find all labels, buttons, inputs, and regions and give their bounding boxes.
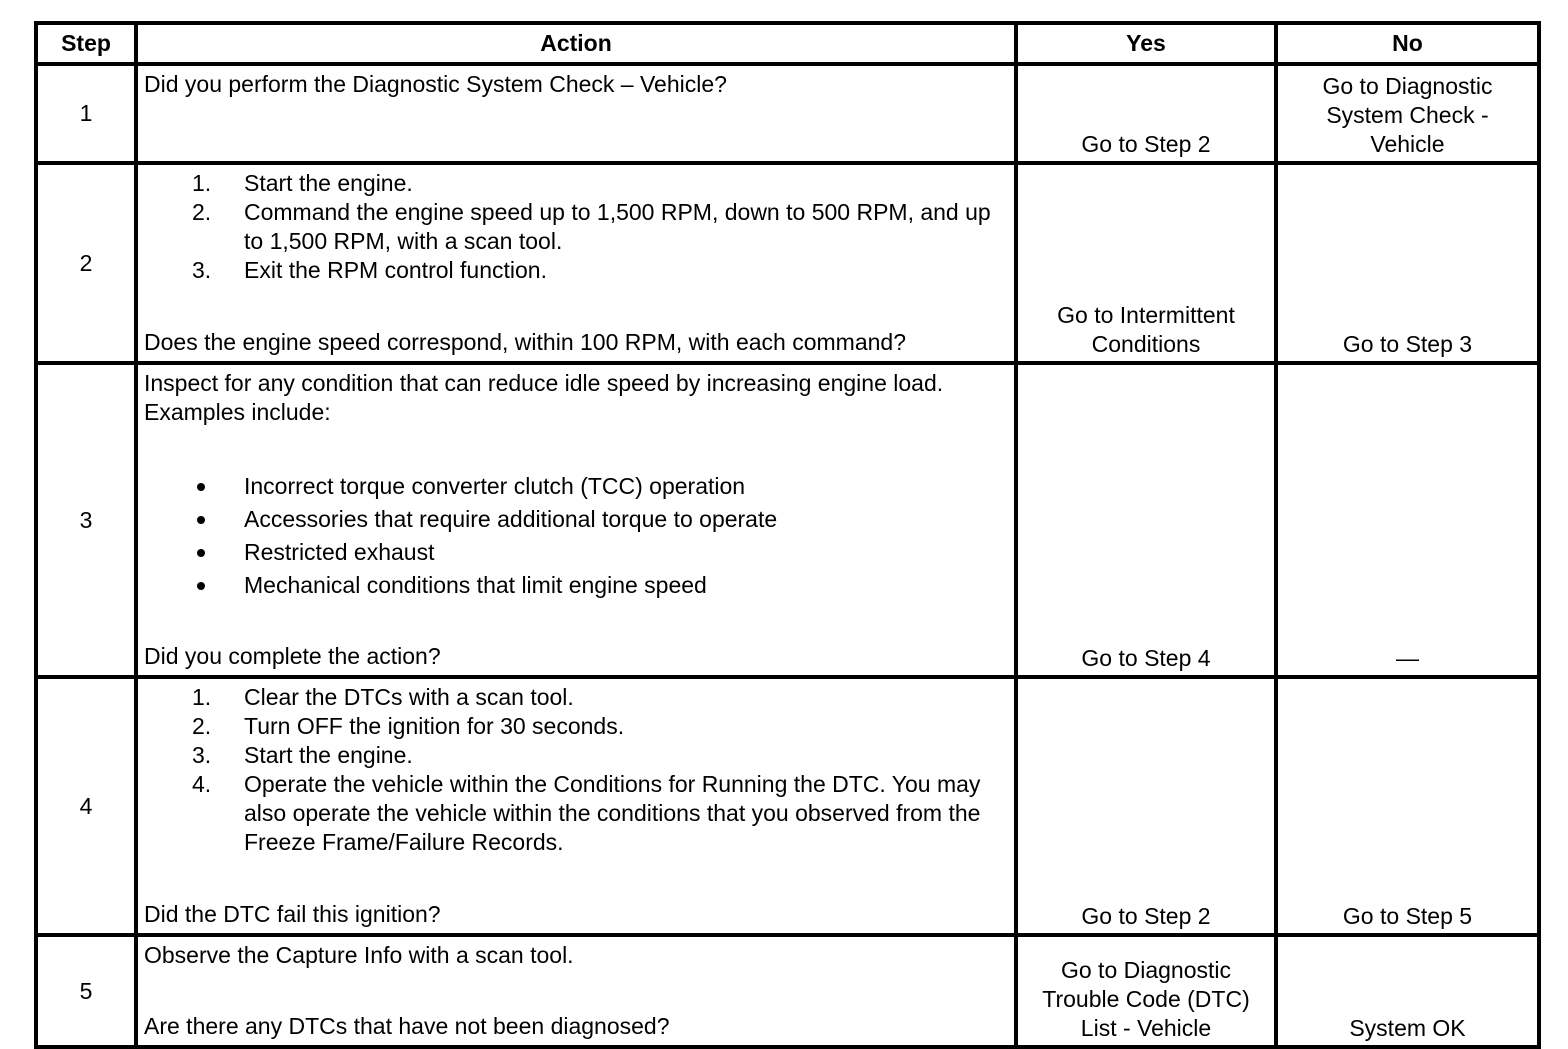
step-number: 4 [36, 677, 136, 935]
header-action: Action [136, 23, 1016, 64]
yes-cell: Go to Step 4 [1016, 363, 1276, 677]
action-question: Does the engine speed correspond, within 100 RPM, with each command? [144, 329, 906, 355]
list-item: 3. Start the engine. [192, 742, 413, 768]
table-row-step-3 [36, 363, 1539, 677]
list-item: Accessories that require additional torque to operate [244, 506, 778, 532]
substep-list [144, 683, 1008, 857]
substep-list [144, 169, 1008, 285]
list-item: 1. Start the engine. [192, 170, 413, 196]
list-item: 2. Turn OFF the ignition for 30 seconds. [192, 713, 625, 739]
action-intro: Observe the Capture Info with a scan tool. [144, 942, 574, 968]
yes-cell: Go to Step 2 [1016, 677, 1276, 935]
no-cell: Go to Step 3 [1276, 163, 1539, 363]
no-cell: Go to Step 5 [1276, 677, 1539, 935]
action-question: Did you perform the Diagnostic System Check – Vehicle? [144, 71, 727, 97]
yes-cell: Go to Intermittent Conditions [1016, 163, 1276, 363]
header-no: No [1276, 23, 1539, 64]
list-item: Incorrect torque converter clutch (TCC) operation [244, 473, 746, 499]
yes-cell: Go to Diagnostic Trouble Code (DTC) List - Vehicle [1016, 935, 1276, 1047]
header-yes: Yes [1016, 23, 1276, 64]
action-cell [136, 677, 1016, 935]
table-row-step-2 [36, 163, 1539, 363]
diagnostic-table [34, 21, 1541, 1049]
header-row [36, 23, 1539, 64]
list-item: 3. Exit the RPM control function. [192, 257, 547, 283]
table-row-step-4 [36, 677, 1539, 935]
step-number: 3 [36, 363, 136, 677]
yes-cell: Go to Step 2 [1016, 64, 1276, 163]
action-cell [136, 363, 1016, 677]
action-intro: Inspect for any condition that can reduce idle speed by increasing engine load. Examples include: [144, 370, 944, 425]
list-item: Restricted exhaust [244, 539, 435, 565]
action-question: Are there any DTCs that have not been diagnosed? [144, 1013, 670, 1039]
no-cell: — [1276, 363, 1539, 677]
header-step: Step [36, 23, 136, 64]
step-number: 2 [36, 163, 136, 363]
action-cell [136, 64, 1016, 163]
no-cell: System OK [1276, 935, 1539, 1047]
action-cell [136, 935, 1016, 1047]
step-number: 5 [36, 935, 136, 1047]
table-row-step-5 [36, 935, 1539, 1047]
list-item: Mechanical conditions that limit engine speed [244, 572, 707, 598]
table-row-step-1 [36, 64, 1539, 163]
action-question: Did the DTC fail this ignition? [144, 901, 441, 927]
step-number: 1 [36, 64, 136, 163]
condition-list [144, 470, 1008, 602]
no-cell: Go to Diagnostic System Check - Vehicle [1276, 64, 1539, 163]
action-cell [136, 163, 1016, 363]
list-item: 2. Command the engine speed up to 1,500 RPM, down to 500 RPM, and up to 1,500 RPM, with a scan tool. [192, 199, 991, 254]
list-item: 1. Clear the DTCs with a scan tool. [192, 684, 574, 710]
list-item: 4. Operate the vehicle within the Conditions for Running the DTC. You may also operate the vehicle within the conditions that you observed from the Freeze Frame/Failure Records. [192, 771, 981, 855]
action-question: Did you complete the action? [144, 643, 441, 669]
